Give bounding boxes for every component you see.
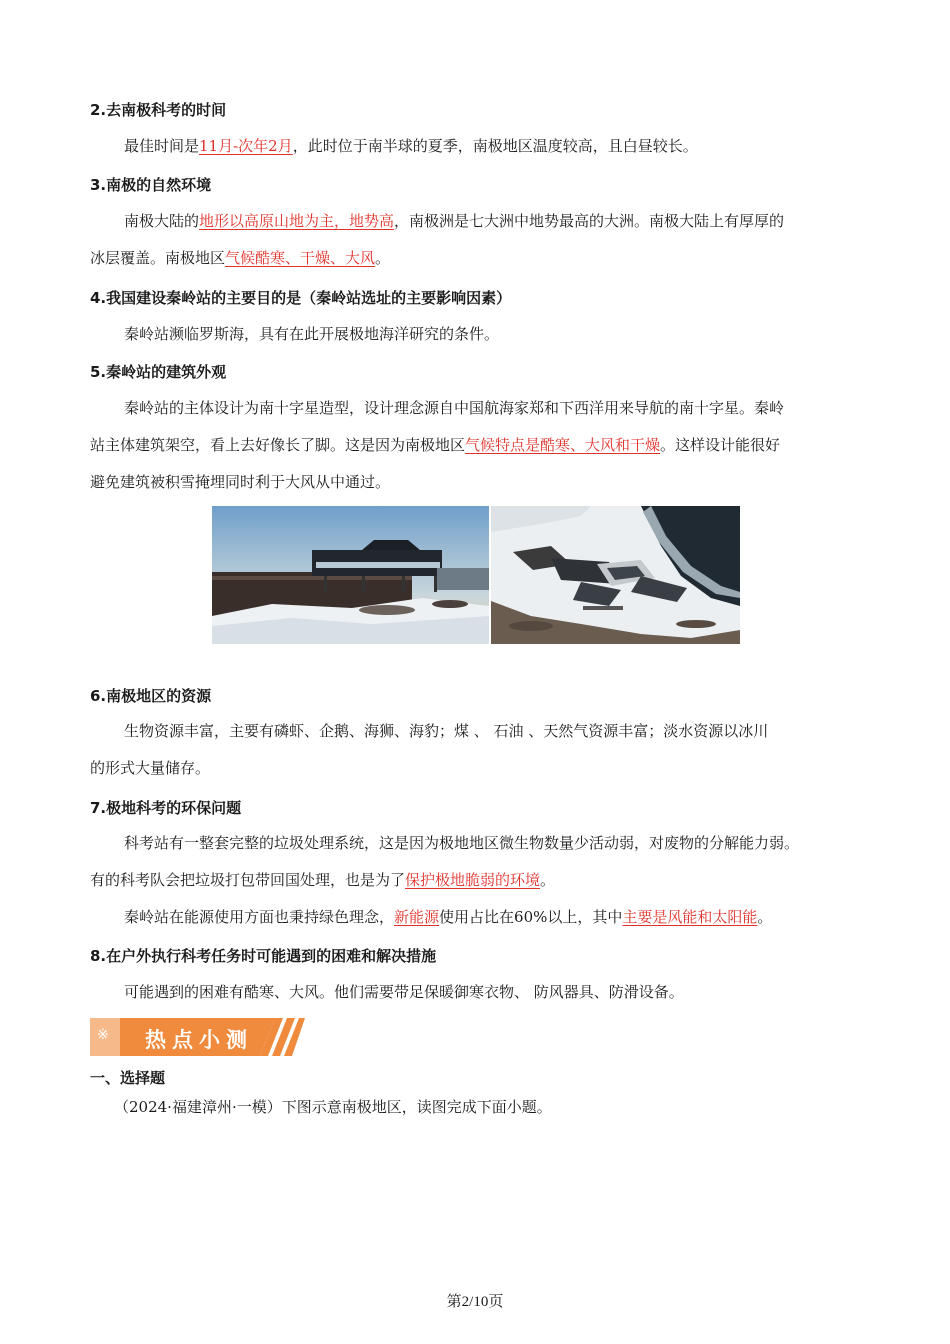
section-6-para-line1: 生物资源丰富，主要有磷虾、企鹅、海狮、海豹；煤 、 石油 、天然气资源丰富；淡水资源以冰川 <box>124 722 769 740</box>
section-5-heading: 5.秦岭站的建筑外观 <box>90 363 227 381</box>
section-7-para-line3: 秦岭站在能源使用方面也秉持绿色理念，新能源使用占比在60%以上，其中主要是风能和太阳能。 <box>124 908 773 926</box>
highlight-best-time: 11月-次年2月 <box>199 137 293 155</box>
banner-title: 热点小测 <box>145 1028 253 1052</box>
highlight-wind-solar: 主要是风能和太阳能 <box>622 908 758 926</box>
section-2-para: 最佳时间是11月-次年2月，此时位于南半球的夏季，南极地区温度较高，且白昼较长。 <box>124 137 698 155</box>
section-5-para-line3: 避免建筑被积雪掩埋同时利于大风从中通过。 <box>90 473 391 491</box>
section-6-para-line2: 的形式大量储存。 <box>90 759 211 777</box>
highlight-climate: 气候酷寒、干燥、大风 <box>225 249 376 267</box>
page-number: 第2/10页 <box>446 1294 504 1310</box>
quiz-intro: （2024·福建漳州·一模）下图示意南极地区，读图完成下面小题。 <box>114 1098 552 1116</box>
quiz-heading: 一、选择题 <box>90 1069 166 1087</box>
section-5-para-line1: 秦岭站的主体设计为南十字星造型，设计理念源自中国航海家郑和下西洋用来导航的南十字星。秦岭 <box>124 399 785 417</box>
section-7-heading: 7.极地科考的环保问题 <box>90 799 242 817</box>
station-photo-front <box>212 506 489 644</box>
section-7-para-line1: 科考站有一整套完整的垃圾处理系统，这是因为极地地区微生物数量少活动弱，对废物的分解能力弱。 <box>124 834 800 852</box>
section-3-para-line1: 南极大陆的地形以高原山地为主，地势高，南极洲是七大洲中地势最高的大洲。南极大陆上有厚厚的 <box>124 212 785 230</box>
highlight-climate-features: 气候特点是酷寒、大风和干燥 <box>465 436 661 454</box>
station-photo-aerial <box>491 506 740 644</box>
section-4-heading: 4.我国建设秦岭站的主要目的是（秦岭站选址的主要影响因素） <box>90 289 512 307</box>
hot-topic-quiz-banner <box>90 1018 305 1056</box>
asterism-icon: ※ <box>97 1027 109 1043</box>
section-3-para-line2: 冰层覆盖。南极地区气候酷寒、干燥、大风。 <box>90 249 391 267</box>
section-3-heading: 3.南极的自然环境 <box>90 176 212 194</box>
section-6-heading: 6.南极地区的资源 <box>90 687 212 705</box>
section-8-heading: 8.在户外执行科考任务时可能遇到的困难和解决措施 <box>90 947 437 965</box>
highlight-environment: 保护极地脆弱的环境 <box>405 871 541 889</box>
section-4-para: 秦岭站濒临罗斯海，具有在此开展极地海洋研究的条件。 <box>124 325 500 343</box>
section-8-para: 可能遇到的困难有酷寒、大风。他们需要带足保暖御寒衣物、 防风器具、防滑设备。 <box>124 983 684 1001</box>
section-5-para-line2: 站主体建筑架空，看上去好像长了脚。这是因为南极地区气候特点是酷寒、大风和干燥。这样设计能很好 <box>90 436 781 454</box>
highlight-terrain: 地形以高原山地为主，地势高 <box>199 212 395 230</box>
section-7-para-line2: 有的科考队会把垃圾打包带回国处理，也是为了保护极地脆弱的环境。 <box>90 871 556 889</box>
section-2-heading: 2.去南极科考的时间 <box>90 101 227 119</box>
highlight-new-energy: 新能源 <box>394 908 440 926</box>
